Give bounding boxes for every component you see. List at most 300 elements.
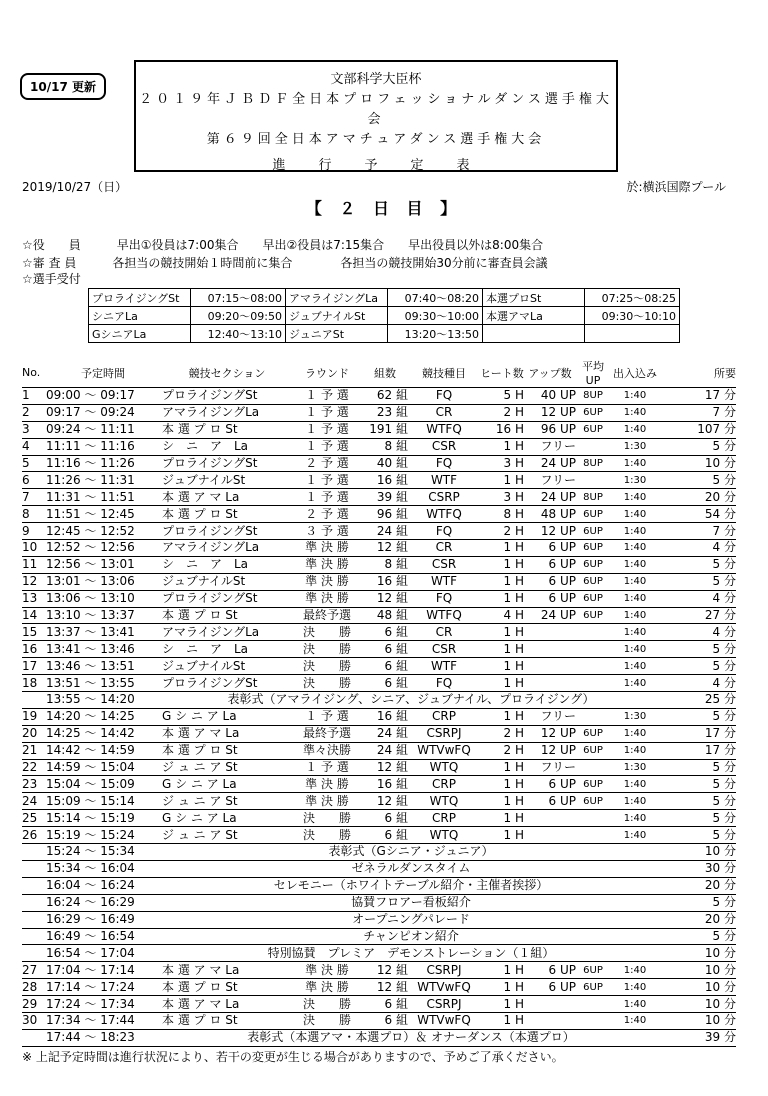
table-row	[22, 506, 736, 523]
cell-time: 11:51 ～ 12:45	[44, 506, 162, 523]
cell-io: 1:40	[610, 641, 660, 658]
cell-event: FQ	[408, 590, 480, 607]
cell-no: 28	[22, 979, 44, 996]
cell-avg: 6UP	[576, 607, 610, 624]
cell-dur: 7 分	[660, 523, 736, 540]
event-date: 2019/10/27（日）	[22, 180, 128, 194]
cell-event: CSR	[408, 438, 480, 455]
cell-groups: 96 組	[362, 506, 408, 523]
cell-io: 1:30	[610, 759, 660, 776]
cell-ups	[524, 996, 576, 1013]
cell-no	[22, 692, 44, 709]
cell-heats: 5 H	[480, 388, 524, 405]
cell-io: 1:40	[610, 725, 660, 742]
cell-heats: 8 H	[480, 506, 524, 523]
cell-heats: 3 H	[480, 489, 524, 506]
cell-time: 15:19 ～ 15:24	[44, 827, 162, 844]
cell-round: １ 予 選	[292, 472, 362, 489]
cell-event: FQ	[408, 455, 480, 472]
cell-dur: 5 分	[660, 810, 736, 827]
table-row	[22, 827, 736, 844]
cell-section: プロライジングSt	[162, 388, 292, 405]
reception-time: 09:30～10:10	[585, 307, 680, 325]
cell-section: プロライジングSt	[162, 523, 292, 540]
cell-event: WTF	[408, 472, 480, 489]
cell-time: 16:04 ～ 16:24	[44, 877, 162, 894]
reception-time: 09:30～10:00	[388, 307, 483, 325]
table-row	[22, 844, 736, 861]
cell-time: 16:49 ～ 16:54	[44, 928, 162, 945]
cell-no: 29	[22, 996, 44, 1013]
cell-dur: 10 分	[660, 996, 736, 1013]
cell-io: 1:40	[610, 590, 660, 607]
cell-io: 1:40	[610, 388, 660, 405]
table-row	[22, 928, 736, 945]
cell-groups: 12 組	[362, 759, 408, 776]
cell-event: CSRPJ	[408, 725, 480, 742]
cell-ups	[524, 641, 576, 658]
cell-dur: 5 分	[660, 776, 736, 793]
cell-groups: 8 組	[362, 438, 408, 455]
cell-round: 決 勝	[292, 810, 362, 827]
table-row	[22, 860, 736, 877]
cell-time: 13:55 ～ 14:20	[44, 692, 162, 709]
cell-groups: 48 組	[362, 607, 408, 624]
cell-dur: 5 分	[660, 573, 736, 590]
cell-time: 14:59 ～ 15:04	[44, 759, 162, 776]
table-row	[22, 404, 736, 421]
table-row	[22, 810, 736, 827]
cell-time: 15:14 ～ 15:19	[44, 810, 162, 827]
cell-avg: 6UP	[576, 962, 610, 979]
cell-time: 09:00 ～ 09:17	[44, 388, 162, 405]
table-row	[22, 455, 736, 472]
table-row	[22, 624, 736, 641]
cell-heats: 1 H	[480, 1012, 524, 1029]
cell-avg	[576, 827, 610, 844]
cell-round: 準 決 勝	[292, 793, 362, 810]
schedule-header: アップ数	[524, 358, 576, 388]
reception-time: 13:20～13:50	[388, 325, 483, 343]
cell-dur: 10 分	[660, 844, 736, 861]
cell-groups: 6 組	[362, 658, 408, 675]
cell-ups	[524, 624, 576, 641]
cell-time: 15:09 ～ 15:14	[44, 793, 162, 810]
cell-round: 準 決 勝	[292, 590, 362, 607]
cell-heats: 1 H	[480, 540, 524, 557]
reception-time: 12:40～13:10	[191, 325, 286, 343]
cell-ups: 6 UP	[524, 590, 576, 607]
table-row	[22, 641, 736, 658]
cell-heats: 1 H	[480, 658, 524, 675]
cell-io: 1:30	[610, 438, 660, 455]
cell-time: 13:10 ～ 13:37	[44, 607, 162, 624]
cell-avg	[576, 641, 610, 658]
cell-round: 準 決 勝	[292, 540, 362, 557]
cell-section: ジ ュ ニ ア St	[162, 793, 292, 810]
cell-ups: 24 UP	[524, 455, 576, 472]
cell-ups: フリー	[524, 472, 576, 489]
title-box	[134, 60, 618, 172]
cell-heats: 2 H	[480, 404, 524, 421]
cell-section: 本 選 ア マ La	[162, 489, 292, 506]
schedule-header: ヒート数	[480, 358, 524, 388]
cell-avg: 6UP	[576, 404, 610, 421]
reception-section: GシニアLa	[89, 325, 191, 343]
cell-no: 25	[22, 810, 44, 827]
cell-event: WTF	[408, 658, 480, 675]
title-line-2: ２０１９年ＪＢＤＦ全日本プロフェッショナルダンス選手権大会	[139, 92, 613, 127]
cell-no	[22, 894, 44, 911]
cell-avg: 8UP	[576, 388, 610, 405]
cell-dur: 4 分	[660, 624, 736, 641]
cell-io: 1:40	[610, 962, 660, 979]
cell-no: 11	[22, 556, 44, 573]
cell-round: 準 決 勝	[292, 979, 362, 996]
cell-no: 14	[22, 607, 44, 624]
cell-avg	[576, 1012, 610, 1029]
cell-heats: 1 H	[480, 438, 524, 455]
cell-avg: 6UP	[576, 556, 610, 573]
cell-groups: 62 組	[362, 388, 408, 405]
table-row	[22, 489, 736, 506]
cell-event: FQ	[408, 675, 480, 692]
cell-avg: 6UP	[576, 725, 610, 742]
cell-round: 決 勝	[292, 641, 362, 658]
day-title: 【 ２ 日 目 】	[305, 199, 463, 218]
cell-io: 1:40	[610, 1012, 660, 1029]
cell-ups: 12 UP	[524, 404, 576, 421]
cell-avg: 8UP	[576, 455, 610, 472]
cell-heats: 1 H	[480, 793, 524, 810]
cell-round: 準 決 勝	[292, 776, 362, 793]
cell-dur: 25 分	[660, 692, 736, 709]
cell-no: 7	[22, 489, 44, 506]
table-row	[22, 877, 736, 894]
cell-time: 17:34 ～ 17:44	[44, 1012, 162, 1029]
cell-round: 決 勝	[292, 996, 362, 1013]
table-row	[22, 523, 736, 540]
cell-io: 1:40	[610, 573, 660, 590]
cell-heats: 1 H	[480, 472, 524, 489]
reception-section: シニアLa	[89, 307, 191, 325]
cell-section: 本 選 ア マ La	[162, 725, 292, 742]
cell-time: 16:54 ～ 17:04	[44, 945, 162, 962]
cell-no	[22, 928, 44, 945]
cell-dur: 5 分	[660, 438, 736, 455]
cell-no: 17	[22, 658, 44, 675]
cell-event: CRP	[408, 708, 480, 725]
cell-event: CR	[408, 404, 480, 421]
cell-round: １ 予 選	[292, 421, 362, 438]
cell-section: プロライジングSt	[162, 590, 292, 607]
cell-dur: 107 分	[660, 421, 736, 438]
cell-section: シ ニ ア La	[162, 438, 292, 455]
cell-ups	[524, 675, 576, 692]
cell-no: 30	[22, 1012, 44, 1029]
cell-dur: 4 分	[660, 540, 736, 557]
cell-io: 1:40	[610, 540, 660, 557]
cell-ups: 6 UP	[524, 979, 576, 996]
cell-avg: 6UP	[576, 776, 610, 793]
cell-event: CSRPJ	[408, 962, 480, 979]
cell-ups: フリー	[524, 438, 576, 455]
cell-groups: 16 組	[362, 573, 408, 590]
cell-time: 12:45 ～ 12:52	[44, 523, 162, 540]
cell-ups	[524, 827, 576, 844]
cell-heats: 1 H	[480, 590, 524, 607]
table-row	[22, 607, 736, 624]
cell-heats: 4 H	[480, 607, 524, 624]
cell-io: 1:30	[610, 708, 660, 725]
cell-ups: 24 UP	[524, 489, 576, 506]
cell-round: 準 決 勝	[292, 573, 362, 590]
table-row	[22, 945, 736, 962]
cell-avg: 6UP	[576, 979, 610, 996]
cell-groups: 6 組	[362, 810, 408, 827]
cell-section: 本 選 ア マ La	[162, 962, 292, 979]
cell-heats: 1 H	[480, 996, 524, 1013]
table-row	[22, 573, 736, 590]
table-row	[22, 1029, 736, 1046]
cell-heats: 2 H	[480, 523, 524, 540]
cell-no: 2	[22, 404, 44, 421]
cell-dur: 17 分	[660, 388, 736, 405]
reception-row	[89, 307, 680, 325]
info-reception: ☆選手受付	[22, 272, 81, 286]
cell-dur: 5 分	[660, 928, 736, 945]
cell-heats: 1 H	[480, 641, 524, 658]
cell-no: 19	[22, 708, 44, 725]
table-row	[22, 759, 736, 776]
cell-io: 1:40	[610, 675, 660, 692]
title-line-3: 第６９回全日本アマチュアダンス選手権大会	[206, 132, 546, 147]
cell-dur: 10 分	[660, 979, 736, 996]
cell-heats: 1 H	[480, 827, 524, 844]
cell-round: 決 勝	[292, 827, 362, 844]
cell-event: WTVwFQ	[408, 1012, 480, 1029]
cell-round: １ 予 選	[292, 388, 362, 405]
cell-ups: フリー	[524, 708, 576, 725]
table-row	[22, 590, 736, 607]
cell-avg: 6UP	[576, 506, 610, 523]
cell-no: 10	[22, 540, 44, 557]
cell-no: 27	[22, 962, 44, 979]
cell-io: 1:40	[610, 523, 660, 540]
cell-avg: 6UP	[576, 793, 610, 810]
cell-round: 準 決 勝	[292, 962, 362, 979]
cell-no: 23	[22, 776, 44, 793]
cell-no: 4	[22, 438, 44, 455]
cell-groups: 12 組	[362, 979, 408, 996]
cell-round: 最終予選	[292, 607, 362, 624]
cell-event: WTQ	[408, 793, 480, 810]
cell-event: CR	[408, 624, 480, 641]
table-row	[22, 742, 736, 759]
cell-time: 11:31 ～ 11:51	[44, 489, 162, 506]
cell-groups: 16 組	[362, 776, 408, 793]
cell-section: アマライジングLa	[162, 540, 292, 557]
cell-round: １ 予 選	[292, 489, 362, 506]
reception-time: 07:40～08:20	[388, 289, 483, 307]
cell-groups: 16 組	[362, 708, 408, 725]
reception-time: 09:20～09:50	[191, 307, 286, 325]
cell-heats: 1 H	[480, 810, 524, 827]
table-row	[22, 438, 736, 455]
cell-section: ジ ュ ニ ア St	[162, 827, 292, 844]
cell-groups: 16 組	[362, 472, 408, 489]
cell-dur: 10 分	[660, 945, 736, 962]
table-row	[22, 421, 736, 438]
cell-io: 1:40	[610, 810, 660, 827]
table-row	[22, 793, 736, 810]
cell-event: FQ	[408, 388, 480, 405]
update-badge: 10/17 更新	[20, 73, 106, 100]
table-row	[22, 776, 736, 793]
cell-ups: 6 UP	[524, 573, 576, 590]
cell-no	[22, 1029, 44, 1046]
cell-special: セレモニー（ホワイトテーブル紹介・主催者挨拶）	[162, 877, 660, 894]
table-row	[22, 894, 736, 911]
cell-avg	[576, 810, 610, 827]
cell-time: 17:44 ～ 18:23	[44, 1029, 162, 1046]
cell-ups: フリー	[524, 759, 576, 776]
cell-groups: 12 組	[362, 540, 408, 557]
cell-special: 特別協賛 プレミア デモンストレーション（１組）	[162, 945, 660, 962]
cell-io: 1:40	[610, 624, 660, 641]
cell-avg	[576, 658, 610, 675]
cell-ups: 6 UP	[524, 793, 576, 810]
cell-no	[22, 877, 44, 894]
cell-time: 13:46 ～ 13:51	[44, 658, 162, 675]
cell-dur: 5 分	[660, 894, 736, 911]
cell-round: 最終予選	[292, 725, 362, 742]
table-row	[22, 675, 736, 692]
cell-section: プロライジングSt	[162, 455, 292, 472]
reception-section: 本選アマLa	[483, 307, 585, 325]
cell-io: 1:30	[610, 472, 660, 489]
cell-time: 15:04 ～ 15:09	[44, 776, 162, 793]
cell-no: 1	[22, 388, 44, 405]
cell-special: 表彰式（アマライジング、シニア、ジュブナイル、プロライジング）	[162, 692, 660, 709]
cell-round: １ 予 選	[292, 759, 362, 776]
cell-event: WTQ	[408, 827, 480, 844]
cell-dur: 4 分	[660, 675, 736, 692]
cell-groups: 12 組	[362, 793, 408, 810]
cell-dur: 5 分	[660, 708, 736, 725]
cell-ups: 6 UP	[524, 962, 576, 979]
cell-round: 決 勝	[292, 1012, 362, 1029]
cell-time: 09:24 ～ 11:11	[44, 421, 162, 438]
cell-heats: 1 H	[480, 759, 524, 776]
cell-event: CSRPJ	[408, 996, 480, 1013]
info-judges: ☆審 査 員 各担当の競技開始１時間前に集合 各担当の競技開始30分前に審査員会議	[22, 256, 548, 270]
cell-section: アマライジングLa	[162, 404, 292, 421]
table-row	[22, 979, 736, 996]
cell-time: 11:11 ～ 11:16	[44, 438, 162, 455]
cell-avg: 6UP	[576, 540, 610, 557]
schedule-header: 競技種目	[408, 358, 480, 388]
schedule-header: 平均UP	[576, 358, 610, 388]
cell-event: WTQ	[408, 759, 480, 776]
cell-groups: 40 組	[362, 455, 408, 472]
cell-groups: 39 組	[362, 489, 408, 506]
cell-avg	[576, 708, 610, 725]
reception-row	[89, 325, 680, 343]
cell-ups: 24 UP	[524, 607, 576, 624]
cell-dur: 10 分	[660, 455, 736, 472]
cell-event: CR	[408, 540, 480, 557]
cell-ups: 12 UP	[524, 742, 576, 759]
cell-io: 1:40	[610, 455, 660, 472]
cell-ups: 6 UP	[524, 540, 576, 557]
cell-avg	[576, 675, 610, 692]
cell-groups: 6 組	[362, 1012, 408, 1029]
cell-no	[22, 945, 44, 962]
info-officials: ☆役 員 早出①役員は7:00集合 早出②役員は7:15集合 早出役員以外は8:00集合	[22, 238, 544, 252]
cell-section: G シ ニ ア La	[162, 810, 292, 827]
cell-event: WTFQ	[408, 506, 480, 523]
cell-time: 17:14 ～ 17:24	[44, 979, 162, 996]
cell-groups: 12 組	[362, 962, 408, 979]
cell-ups: 12 UP	[524, 725, 576, 742]
cell-time: 14:25 ～ 14:42	[44, 725, 162, 742]
cell-io: 1:40	[610, 556, 660, 573]
cell-time: 16:24 ～ 16:29	[44, 894, 162, 911]
cell-no: 24	[22, 793, 44, 810]
cell-special: チャンピオン紹介	[162, 928, 660, 945]
cell-ups: 12 UP	[524, 523, 576, 540]
cell-dur: 5 分	[660, 759, 736, 776]
cell-section: アマライジングLa	[162, 624, 292, 641]
table-row	[22, 708, 736, 725]
cell-round: 決 勝	[292, 675, 362, 692]
cell-no: 5	[22, 455, 44, 472]
reception-section: アマライジングLa	[286, 289, 388, 307]
cell-time: 13:51 ～ 13:55	[44, 675, 162, 692]
schedule-table	[22, 358, 736, 1047]
cell-avg	[576, 996, 610, 1013]
cell-avg	[576, 438, 610, 455]
cell-dur: 39 分	[660, 1029, 736, 1046]
cell-no: 20	[22, 725, 44, 742]
cell-ups: 48 UP	[524, 506, 576, 523]
table-row	[22, 962, 736, 979]
cell-time: 12:56 ～ 13:01	[44, 556, 162, 573]
cell-ups	[524, 810, 576, 827]
cell-avg	[576, 759, 610, 776]
cell-groups: 24 組	[362, 725, 408, 742]
cell-heats: 2 H	[480, 742, 524, 759]
cell-event: WTVwFQ	[408, 979, 480, 996]
cell-avg: 6UP	[576, 523, 610, 540]
cell-dur: 27 分	[660, 607, 736, 624]
cell-event: WTF	[408, 573, 480, 590]
cell-section: 本 選 プ ロ St	[162, 607, 292, 624]
cell-heats: 1 H	[480, 624, 524, 641]
cell-io: 1:40	[610, 742, 660, 759]
cell-dur: 17 分	[660, 742, 736, 759]
cell-round: ２ 予 選	[292, 455, 362, 472]
cell-section: G シ ニ ア La	[162, 708, 292, 725]
cell-no	[22, 911, 44, 928]
cell-section: 本 選 ア マ La	[162, 996, 292, 1013]
cell-time: 17:24 ～ 17:34	[44, 996, 162, 1013]
cell-time: 17:04 ～ 17:14	[44, 962, 162, 979]
cell-io: 1:40	[610, 996, 660, 1013]
cell-section: 本 選 プ ロ St	[162, 506, 292, 523]
cell-groups: 24 組	[362, 742, 408, 759]
